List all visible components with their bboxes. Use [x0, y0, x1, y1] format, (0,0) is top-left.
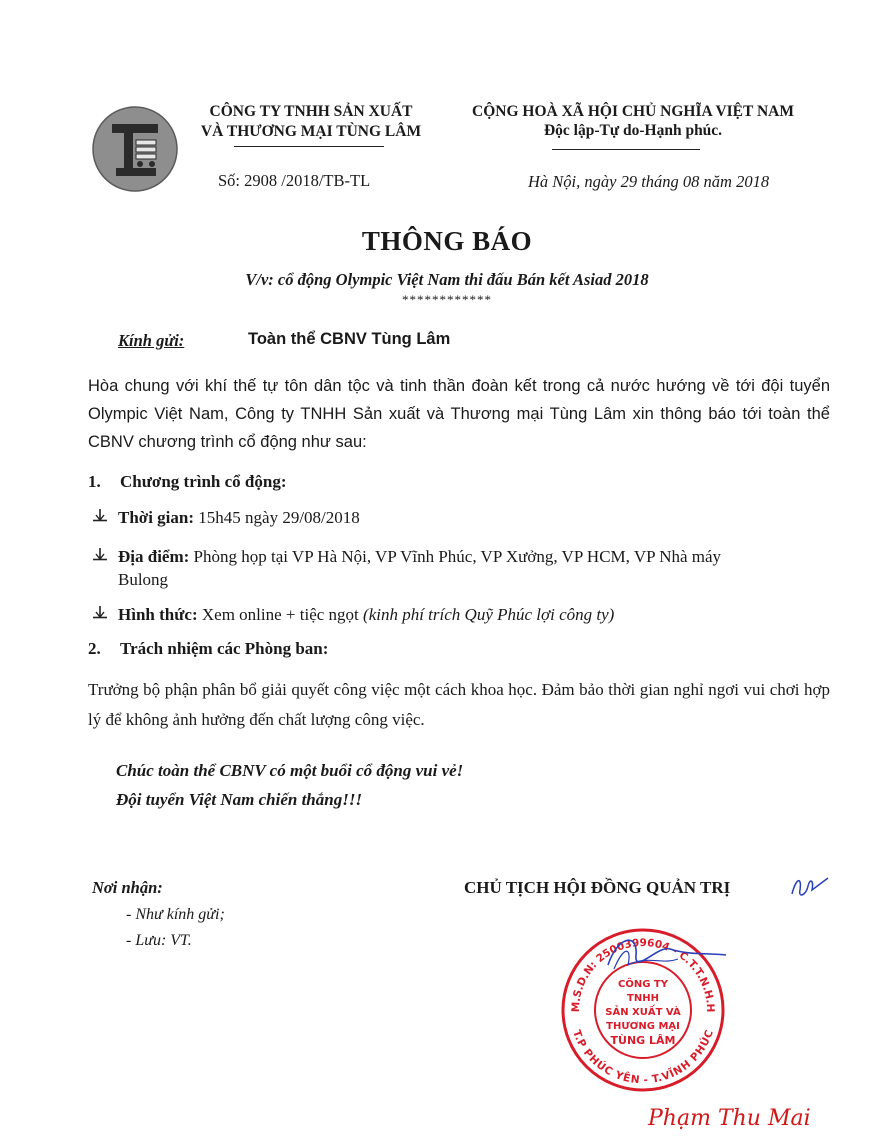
section-2-number: 2.: [88, 639, 101, 658]
closing-slogan: Đội tuyển Việt Nam chiến thắng!!!: [116, 790, 363, 809]
company-underline: [234, 146, 384, 147]
list-item-label: Thời gian:: [118, 508, 195, 527]
company-logo-icon: [92, 106, 178, 192]
list-item-location: [92, 542, 842, 572]
stamp-line: SẢN XUẤT VÀ: [605, 1007, 681, 1018]
list-item-text: Xem online + tiệc ngọt: [197, 605, 364, 624]
recipients-label: Nơi nhận:: [92, 878, 163, 897]
arrow-down-bullet-icon: [92, 605, 118, 625]
section-1-title: Chương trình cổ động:: [120, 472, 287, 491]
addressee-label: Kính gửi:: [118, 331, 185, 350]
list-item-label: Địa điểm:: [118, 547, 190, 566]
intro-paragraph: Hòa chung với khí thế tự tôn dân tộc và tinh thần đoàn kết trong cả nước hướng về tới đội tuyển Olympic Việt Nam, Công ty TNHH Sản xuất và Thương mại Tùng Lâm xin thông báo tới toàn thể CBNV chương trình cổ động như sau:: [88, 377, 830, 451]
stamp-ring-bottom: T.P PHÚC YÊN - T.VĨNH PHÚC: [570, 1028, 716, 1087]
list-item-format: [92, 605, 842, 625]
stamp-line: TNHH: [627, 993, 659, 1004]
stamp-line: TÙNG LÂM: [610, 1034, 676, 1047]
arrow-down-bullet-icon: [92, 542, 118, 572]
section-2-paragraph: Trưởng bộ phận phân bổ giải quyết công việc một cách khoa học. Đảm bảo thời gian nghỉ ngơi vui chơi hợp lý để không ảnh hưởng đến chất lượng công việc.: [88, 680, 830, 729]
section-2-title: Trách nhiệm các Phòng ban:: [120, 639, 329, 658]
company-name: [180, 102, 442, 142]
list-item-note: (kinh phí trích Quỹ Phúc lợi công ty): [363, 605, 615, 624]
company-name-line2: VÀ THƯƠNG MẠI TÙNG LÂM: [200, 123, 422, 140]
list-item-time: [92, 508, 842, 528]
section-1-heading: [88, 472, 287, 492]
recipients-item: - Như kính gửi;: [126, 906, 225, 923]
page-title: THÔNG BÁO: [361, 226, 533, 256]
stamp-ring-top: M.S.D.N: 2500399604 - C.T.T.N.H.H: [569, 936, 717, 1013]
republic-heading: CỘNG HOÀ XÃ HỘI CHỦ NGHĨA VIỆT NAM: [472, 103, 794, 120]
list-item-text: 15h45 ngày 29/08/2018: [194, 508, 360, 527]
document-subject: V/v: cổ động Olympic Việt Nam thi đấu Bán kết Asiad 2018: [245, 270, 649, 289]
company-name-line1: CÔNG TY TNHH SẢN XUẤT: [209, 103, 413, 120]
closing-wish: Chúc toàn thể CBNV có một buổi cổ động vui vẻ!: [116, 761, 464, 780]
signer-name: Phạm Thu Mai: [648, 1106, 811, 1131]
list-item-location-continuation: Bulong: [118, 570, 169, 589]
initials-mark: [788, 872, 832, 902]
signer-title: CHỦ TỊCH HỘI ĐỒNG QUẢN TRỊ: [464, 878, 731, 897]
document-number: Số: 2908 /2018/TB-TL: [218, 171, 371, 190]
stamp-line: THƯƠNG MẠI: [606, 1021, 680, 1032]
section-1-number: 1.: [88, 472, 101, 491]
title-separator: ************: [402, 292, 492, 307]
stamp-line: CÔNG TY: [618, 979, 668, 990]
document-date: Hà Nội, ngày 29 tháng 08 năm 2018: [528, 172, 770, 191]
list-item-text: Phòng họp tại VP Hà Nội, VP Vĩnh Phúc, VP Xưởng, VP HCM, VP Nhà máy: [189, 547, 722, 566]
recipients-item: - Lưu: VT.: [126, 932, 192, 949]
national-motto: Độc lập-Tự do-Hạnh phúc.: [543, 122, 723, 139]
addressee-recipient: Toàn thể CBNV Tùng Lâm: [248, 330, 451, 348]
arrow-down-bullet-icon: [92, 508, 118, 528]
motto-underline: [552, 149, 700, 150]
list-item-label: Hình thức:: [118, 605, 198, 624]
company-stamp: [558, 925, 728, 1095]
section-2-heading: [88, 639, 328, 659]
